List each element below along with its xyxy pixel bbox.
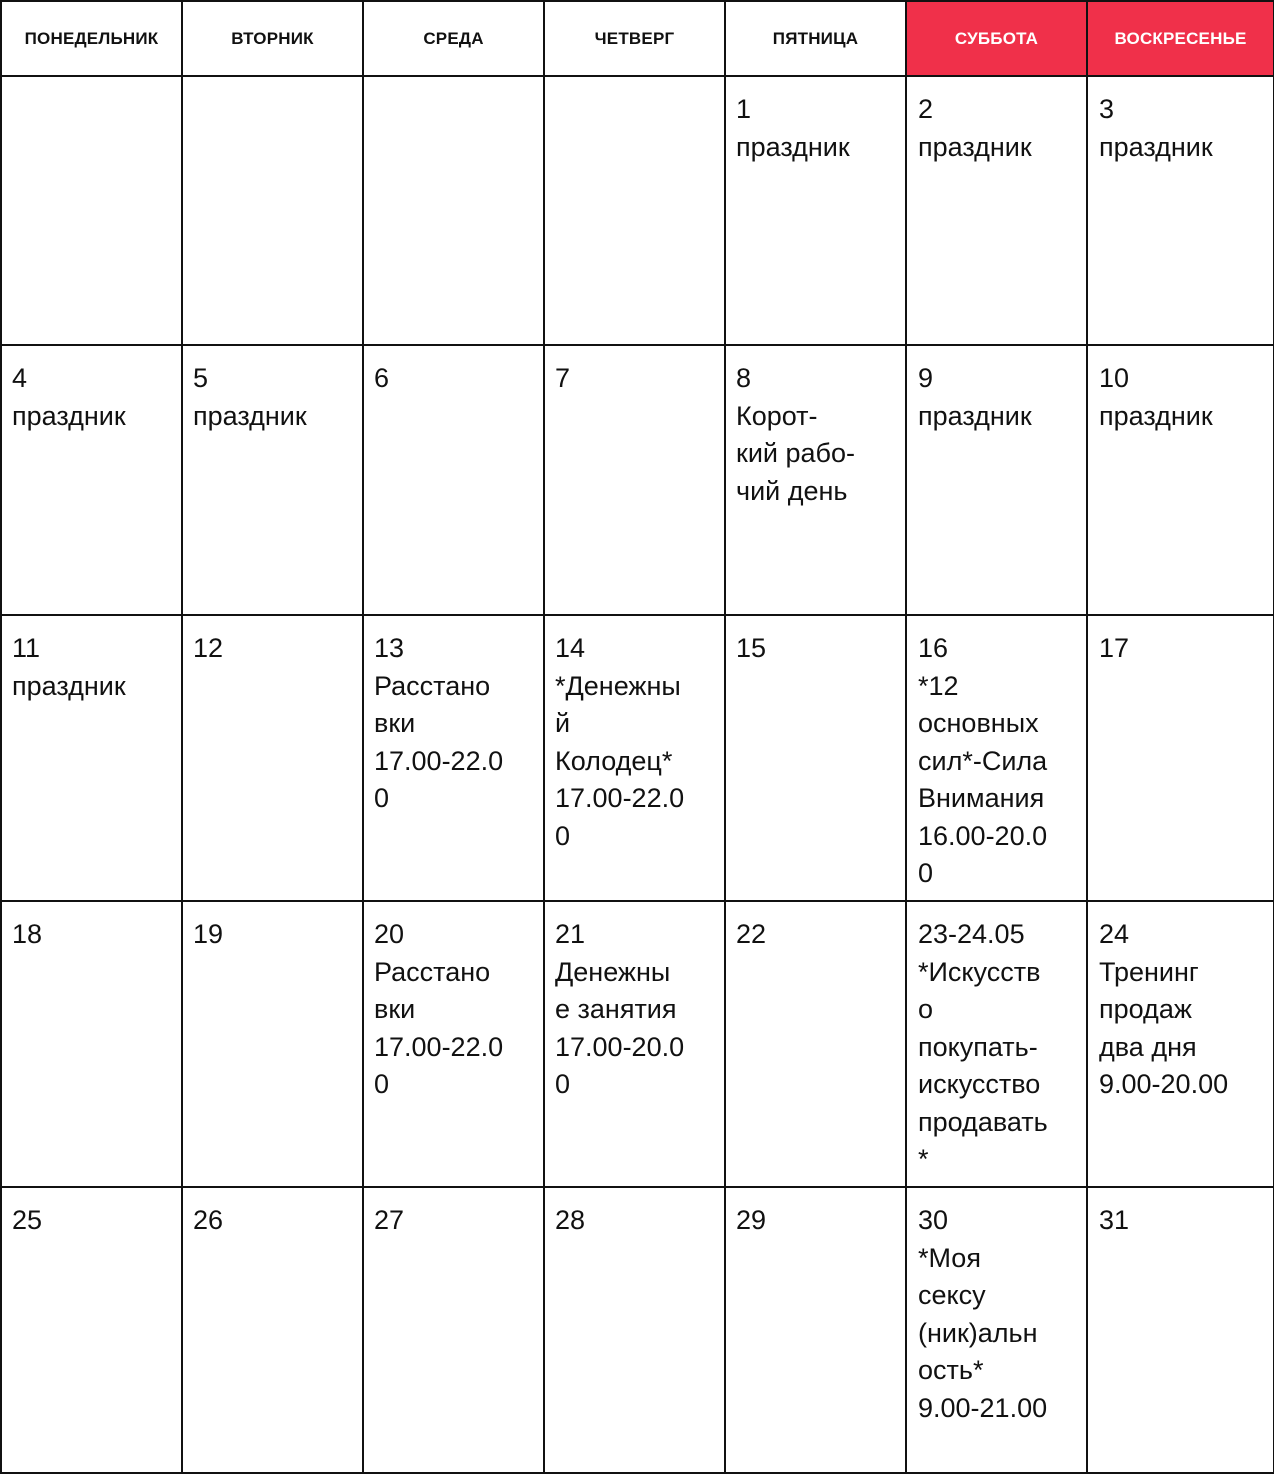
day-cell-thursday xyxy=(544,901,725,1187)
day-number: 23-24.05 xyxy=(918,919,1025,949)
day-cell-thursday xyxy=(544,1187,725,1473)
day-cell-tuesday xyxy=(182,615,363,901)
day-event-text: Расстано вки 17.00-22.0 0 xyxy=(374,956,504,1099)
day-number: 27 xyxy=(374,1205,405,1235)
day-cell-thursday xyxy=(544,615,725,901)
day-event-text: Тренинг продаж два дня 9.00-20.00 xyxy=(1099,956,1229,1099)
day-number: 13 xyxy=(374,633,405,663)
calendar-week-row xyxy=(1,1187,1274,1473)
day-cell-wednesday xyxy=(363,1187,544,1473)
day-event-text: Корот- кий рабо- чий день xyxy=(736,400,855,506)
day-event-text: праздник xyxy=(918,131,1032,162)
day-cell-friday xyxy=(725,901,906,1187)
day-number: 15 xyxy=(736,633,767,663)
day-number: 29 xyxy=(736,1205,767,1235)
day-cell-wednesday xyxy=(363,345,544,615)
day-cell-tuesday xyxy=(182,345,363,615)
day-event-text: праздник xyxy=(736,131,850,162)
day-number: 24 xyxy=(1099,919,1130,949)
day-number: 12 xyxy=(193,633,224,663)
day-cell-wednesday xyxy=(363,901,544,1187)
day-cell-saturday xyxy=(906,76,1087,345)
empty-day-cell xyxy=(363,76,544,345)
day-number: 30 xyxy=(918,1205,949,1235)
day-event-text: праздник xyxy=(193,400,307,431)
day-number: 28 xyxy=(555,1205,586,1235)
day-cell-monday xyxy=(1,345,182,615)
calendar-week-row xyxy=(1,76,1274,345)
calendar-week-row xyxy=(1,901,1274,1187)
day-number: 11 xyxy=(12,633,41,663)
day-cell-friday xyxy=(725,345,906,615)
day-number: 1 xyxy=(736,94,752,124)
day-event-text: праздник xyxy=(12,400,126,431)
day-cell-friday xyxy=(725,76,906,345)
day-cell-saturday xyxy=(906,345,1087,615)
day-cell-sunday xyxy=(1087,615,1274,901)
day-event-text: праздник xyxy=(1099,131,1213,162)
header-sunday: ВОСКРЕСЕНЬЕ xyxy=(1087,1,1274,76)
header-friday: ПЯТНИЦА xyxy=(725,1,906,76)
day-number: 8 xyxy=(736,363,752,393)
day-cell-monday xyxy=(1,901,182,1187)
empty-day-cell xyxy=(1,76,182,345)
day-number: 22 xyxy=(736,919,767,949)
day-cell-saturday xyxy=(906,1187,1087,1473)
day-number: 21 xyxy=(555,919,586,949)
empty-day-cell xyxy=(544,76,725,345)
day-cell-sunday xyxy=(1087,901,1274,1187)
day-number: 2 xyxy=(918,94,934,124)
day-number: 3 xyxy=(1099,94,1115,124)
day-cell-tuesday xyxy=(182,1187,363,1473)
day-number: 18 xyxy=(12,919,43,949)
day-number: 26 xyxy=(193,1205,224,1235)
calendar-week-row xyxy=(1,615,1274,901)
header-monday: ПОНЕДЕЛЬНИК xyxy=(1,1,182,76)
day-cell-sunday xyxy=(1087,345,1274,615)
day-event-text: *Денежны й Колодец* 17.00-22.0 0 xyxy=(555,670,685,851)
day-event-text: Денежны е занятия 17.00-20.0 0 xyxy=(555,956,685,1099)
day-event-text: праздник xyxy=(918,400,1032,431)
day-number: 4 xyxy=(12,363,28,393)
header-wednesday: СРЕДА xyxy=(363,1,544,76)
day-cell-monday xyxy=(1,1187,182,1473)
day-event-text: праздник xyxy=(12,670,126,701)
header-saturday: СУББОТА xyxy=(906,1,1087,76)
day-event-text: *Искусств о покупать- искусство продавать * xyxy=(918,956,1048,1174)
weekday-header-row xyxy=(1,1,1274,76)
day-number: 7 xyxy=(555,363,571,393)
day-number: 25 xyxy=(12,1205,43,1235)
day-cell-friday xyxy=(725,1187,906,1473)
day-number: 10 xyxy=(1099,363,1130,393)
day-cell-sunday xyxy=(1087,76,1274,345)
day-cell-friday xyxy=(725,615,906,901)
day-number: 16 xyxy=(918,633,949,663)
day-event-text: Расстано вки 17.00-22.0 0 xyxy=(374,670,504,813)
calendar-week-row xyxy=(1,345,1274,615)
header-tuesday: ВТОРНИК xyxy=(182,1,363,76)
header-thursday: ЧЕТВЕРГ xyxy=(544,1,725,76)
empty-day-cell xyxy=(182,76,363,345)
day-number: 17 xyxy=(1099,633,1130,663)
day-event-text: *Моя сексу (ник)альн ость* 9.00-21.00 xyxy=(918,1242,1048,1423)
day-cell-monday xyxy=(1,615,182,901)
day-cell-wednesday xyxy=(363,615,544,901)
day-number: 20 xyxy=(374,919,405,949)
day-cell-saturday xyxy=(906,901,1087,1187)
day-number: 9 xyxy=(918,363,934,393)
day-number: 31 xyxy=(1099,1205,1130,1235)
day-event-text: *12 основных сил*-Сила Внимания 16.00-20.0 0 xyxy=(918,670,1048,888)
day-number: 5 xyxy=(193,363,209,393)
day-number: 6 xyxy=(374,363,390,393)
day-number: 14 xyxy=(555,633,586,663)
day-cell-thursday xyxy=(544,345,725,615)
calendar-grid xyxy=(1,76,1274,1473)
day-event-text: праздник xyxy=(1099,400,1213,431)
day-cell-saturday xyxy=(906,615,1087,901)
day-number: 19 xyxy=(193,919,224,949)
day-cell-sunday xyxy=(1087,1187,1274,1473)
day-cell-tuesday xyxy=(182,901,363,1187)
